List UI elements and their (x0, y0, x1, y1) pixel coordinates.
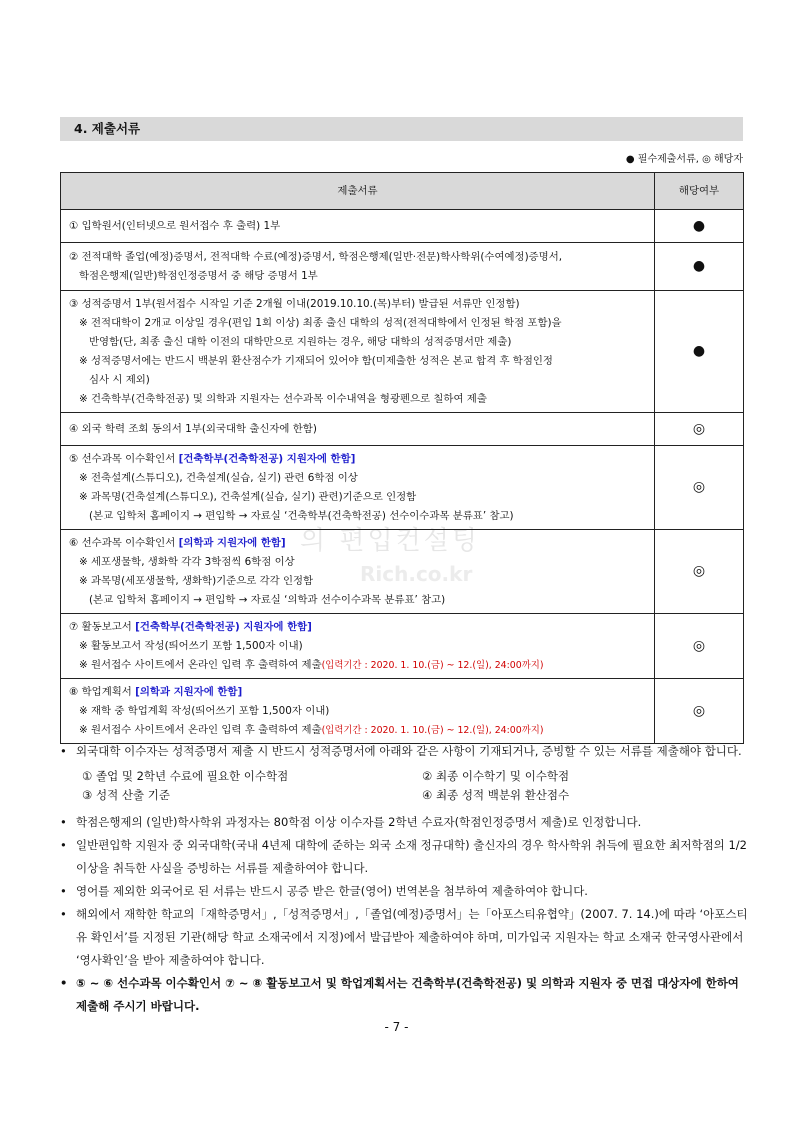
table-row (61, 243, 744, 291)
row-1-text: ① 입학원서(인터넷으로 원서접수 후 출력) 1부 (61, 210, 655, 243)
page-number: - 7 - (384, 1020, 409, 1034)
watermark-text: 의 편입컨설팅 (300, 526, 480, 556)
row-4-text: ④ 외국 학력 조회 동의서 1부(외국대학 출신자에 한함) (61, 413, 655, 446)
table-row (61, 413, 744, 446)
row-3-mark: ● (655, 291, 744, 413)
table-row (61, 530, 744, 614)
note-6: • ⑤ ~ ⑥ 선수과목 이수확인서 ⑦ ~ ⑧ 활동보고서 및 학업계획서는 건축학부(건축학전공) 및 의학과 지원자 중 면접 대상자에 한하여 제출해 주시기 바랍니다. (60, 976, 739, 1013)
header-documents: 제출서류 (61, 173, 655, 210)
row-6-mark: ◎ (655, 530, 744, 614)
watermark-url: Rich.co.kr (360, 562, 473, 586)
row-8-text: ⑧ 학업계획서 [의학과 지원자에 한함] ※ 재학 중 학업계획 작성(띄어쓰기 포함 1,500자 이내) ※ 원서접수 사이트에서 온라인 입력 후 출력하여 제출(입력기간 : 2020. 1. 10.(금) ~ 12.(일), 24:00까지) (61, 679, 655, 744)
row-5-text: ⑤ 선수과목 이수확인서 [건축학부(건축학전공) 지원자에 한함] ※ 전축설계(스튜디오), 건축설계(실습, 실기) 관련 6학점 이상 ※ 과목명(건축설계(스튜디오), 건축설계(실습, 실기) 관련)기준으로 인정함 (본교 입학처 홈페이지 → 편입학 → 자료실 ‘건축학부(건축학전공) 선수이수과목 분류표’ 참고) (61, 446, 655, 530)
row-7-text: ⑦ 활동보고서 [건축학부(건축학전공) 지원자에 한함] ※ 활동보고서 작성(띄어쓰기 포함 1,500자 이내) ※ 원서접수 사이트에서 온라인 입력 후 출력하여 제출(입력기간 : 2020. 1. 10.(금) ~ 12.(일), 24:00까지) (61, 614, 655, 679)
table-row (61, 210, 744, 243)
row-7-mark: ◎ (655, 614, 744, 679)
row-2-mark: ● (655, 243, 744, 291)
note-2: • 학점은행제의 (일반)학사학위 과정자는 80학점 이상 이수자를 2학년 수료자(학점인정증명서 제출)로 인정합니다. (60, 815, 642, 829)
note-1-items: ① 졸업 및 2학년 수료에 필요한 이수학점 ② 최종 이수학기 및 이수학점 ③ 성적 산출 기준 ④ 최종 성적 백분위 환산점수 (82, 769, 570, 802)
note-1: • 외국대학 이수자는 성적증명서 제출 시 반드시 성적증명서에 아래와 같은 사항이 기재되거나, 증빙할 수 있는 서류를 제출해야 합니다. (60, 744, 742, 758)
table-row (61, 679, 744, 744)
section-title-bar (60, 117, 743, 141)
note-3: • 일반편입학 지원자 중 외국대학(국내 4년제 대학에 준하는 외국 소재 정규대학) 출신자의 경우 학사학위 취득에 필요한 최저학점의 1/2 이상을 취득한 사실을 증빙하는 서류를 제출하여야 합니다. (60, 838, 747, 875)
note-5: • 해외에서 재학한 학교의「재학증명서」,「성적증명서」,「졸업(예정)증명서」는「아포스티유협약」(2007. 7. 14.)에 따라 ‘아포스티유 확인서’를 지정된 기관(해당 학교 소재국에서 지정)에서 발급받아 제출하여야 하며, 미가입국 지원자는 학교 소재국 한국영사관에서 ‘영사확인’을 받아 제출하여야 합니다. (60, 907, 748, 967)
row-2-text: ② 전적대학 졸업(예정)증명서, 전적대학 수료(예정)증명서, 학점은행제(일반·전문)학사학위(수여예정)증명서, 학점은행제(일반)학점인정증명서 중 해당 증명서 1부 (61, 243, 655, 291)
table-row (61, 446, 744, 530)
section-title: 4. 제출서류 (74, 121, 141, 136)
table-header-row (61, 173, 744, 210)
row-4-mark: ◎ (655, 413, 744, 446)
legend: ● 필수제출서류, ◎ 해당자 (625, 154, 743, 165)
documents-table (60, 172, 744, 744)
row-6-text: ⑥ 선수과목 이수확인서 [의학과 지원자에 한함] ※ 세포생물학, 생화학 각각 3학점씩 6학점 이상 ※ 과목명(세포생물학, 생화학)기준으로 각각 인정함 (본교 입학처 홈페이지 → 편입학 → 자료실 ‘의학과 선수이수과목 분류표’ 참고) (61, 530, 655, 614)
note-4: • 영어를 제외한 외국어로 된 서류는 반드시 공증 받은 한글(영어) 번역본을 첨부하여 제출하여야 합니다. (60, 884, 588, 898)
notes-section (60, 740, 750, 1018)
table-row (61, 614, 744, 679)
table-row (61, 291, 744, 413)
row-1-mark: ● (655, 210, 744, 243)
row-5-mark: ◎ (655, 446, 744, 530)
row-3-text: ③ 성적증명서 1부(원서접수 시작일 기준 2개월 이내(2019.10.10.(목)부터) 발급된 서류만 인정함) ※ 전적대학이 2개교 이상일 경우(편입 1회 이상) 최종 출신 대학의 성적(전적대학에서 인정된 학점 포함)을 반영함(단, 최종 출신 대학 이전의 대학만으로 지원하는 경우, 해당 대학의 성적증명서만 제출) ※ 성적증명서에는 반드시 백분위 환산점수가 기재되어 있어야 함(미제출한 성적은 본교 합격 후 학점인정 심사 시 제외) ※ 건축학부(건축학전공) 및 의학과 지원자는 선수과목 이수내역을 형광펜으로 칠하여 제출 (61, 291, 655, 413)
row-8-mark: ◎ (655, 679, 744, 744)
header-applicable: 해당여부 (655, 173, 744, 210)
